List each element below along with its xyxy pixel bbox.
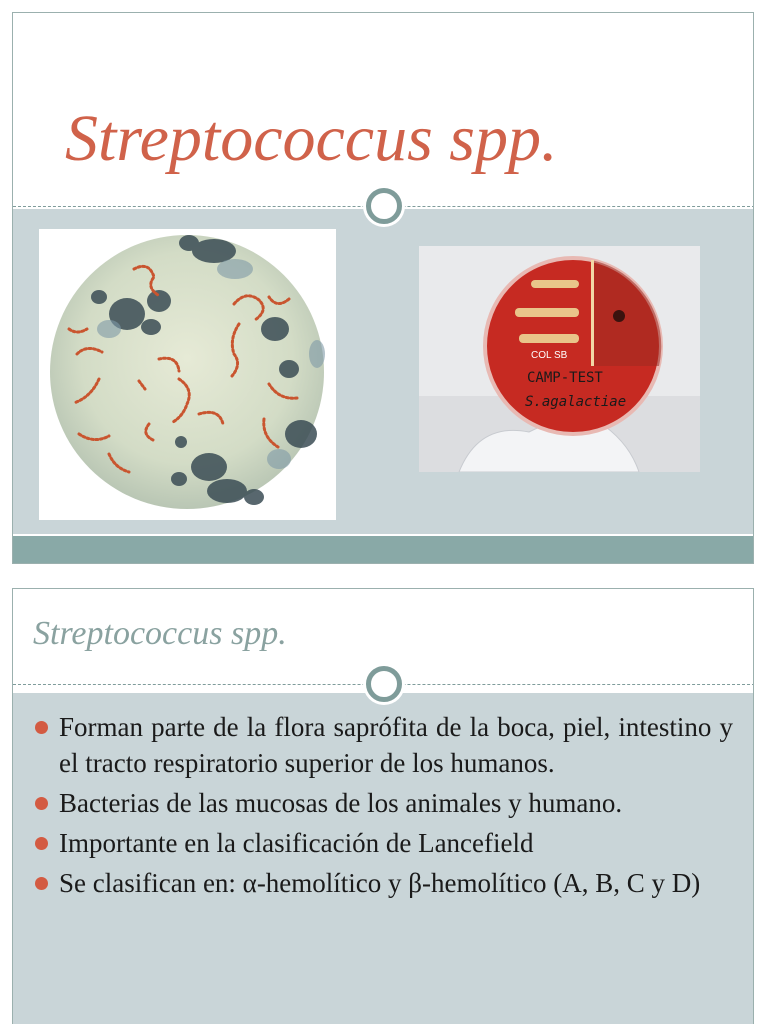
micrograph-illustration xyxy=(39,229,336,520)
bullet-text: Bacterias de las mucosas de los animales y humano. xyxy=(59,788,623,818)
list-item xyxy=(33,785,733,821)
slide-2-title: Streptococcus spp. xyxy=(33,615,287,652)
bullet-dot-icon xyxy=(35,877,48,890)
bullet-dot-icon xyxy=(35,797,48,810)
plate-label-line2: S.agalactiae xyxy=(525,394,627,410)
ring-ornament-icon xyxy=(366,666,402,702)
petri-dish-illustration xyxy=(419,246,700,472)
bullet-dot-icon xyxy=(35,837,48,850)
bullet-dot-icon xyxy=(35,721,48,734)
bullet-text: Se clasifican en: α-hemolítico y β-hemolítico (A, B, C y D) xyxy=(59,868,701,898)
plate-label-line1: CAMP-TEST xyxy=(527,370,603,386)
list-item xyxy=(33,865,733,901)
slide-2 xyxy=(12,588,754,1024)
bullet-list xyxy=(33,709,733,905)
ring-ornament-icon xyxy=(366,188,402,224)
bullet-text: Forman parte de la flora saprófita de la boca, piel, intestino y el tracto respiratorio superior de los humanos. xyxy=(59,712,733,778)
list-item xyxy=(33,709,733,781)
slide-1 xyxy=(12,12,754,564)
bullet-text: Importante en la clasificación de Lancefield xyxy=(59,828,534,858)
footer-bar xyxy=(13,536,754,564)
petri-dish-photo xyxy=(419,246,700,472)
list-item xyxy=(33,825,733,861)
micrograph-image xyxy=(39,229,336,520)
plate-code: COL SB xyxy=(531,350,568,361)
slide-1-title: Streptococcus spp. xyxy=(65,102,558,175)
